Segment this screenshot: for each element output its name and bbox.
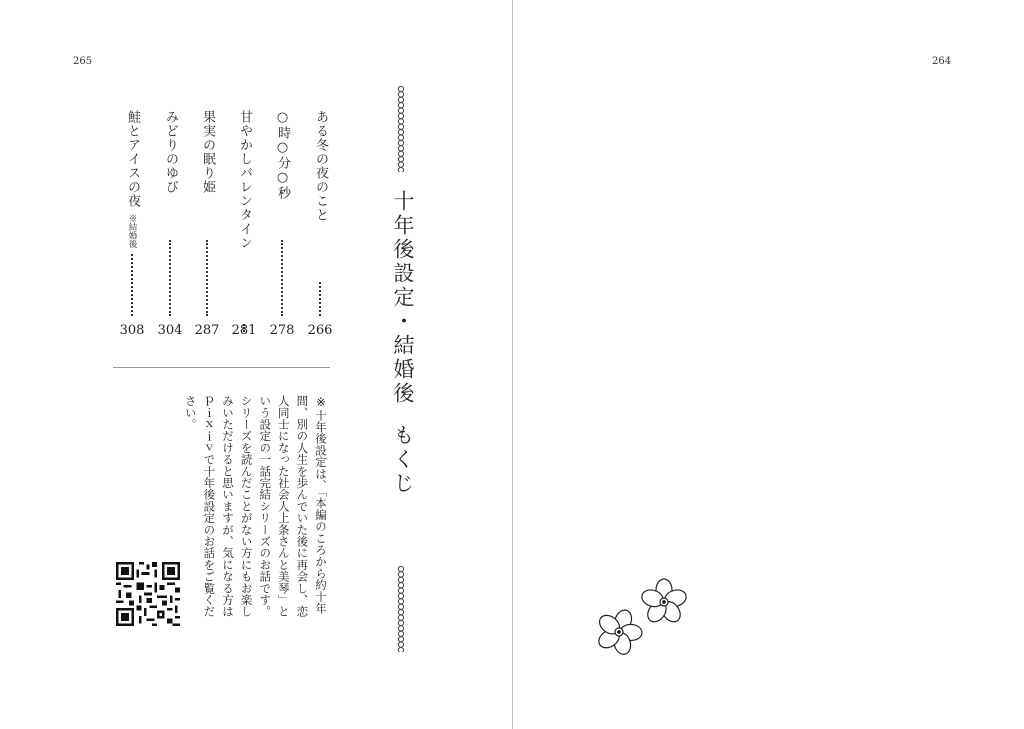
page-number-left: 265 [73,56,93,67]
right-page [513,0,1024,729]
toc-entry [307,110,333,345]
toc-entry [231,110,257,345]
title-column [386,190,420,496]
flower-illustration-icon [592,578,692,660]
toc-entry-page: 266 [307,323,333,338]
page-number-right: 264 [932,56,952,67]
note-line: 間、別の人生を歩んでいた後に再会し、恋 [295,395,310,618]
divider [113,367,330,368]
ornament-top-icon [396,86,406,172]
toc-entry-page: 287 [194,323,220,338]
section-title: 十年後設定・結婚後 [391,190,415,406]
note-line: ｐｉｘｉｖで十年後設定のお話をご覧くだ [202,395,217,618]
toc-entry-note: ※結婚後 [127,214,137,248]
toc-leader-dots [169,240,171,316]
toc-entry-page: 304 [157,323,183,338]
toc-entry-title: みどりのゆび [163,110,178,194]
toc-leader-dots [131,254,133,316]
toc-entry-title: 果実の眠り姫 [200,110,215,194]
note-line: シリーズを読んだことがない方にもお楽し [239,395,254,618]
toc-entry-title: 鮭とアイスの夜 [125,110,140,208]
note-line: みいただけると思いますが、気になる方は [221,395,235,618]
toc-entry-page: 308 [119,323,145,338]
toc-entry-page: 281 [231,323,257,338]
toc-entry [119,110,145,345]
toc-leader-dots [281,240,283,316]
toc-entry [194,110,220,345]
toc-entry [157,110,183,345]
note-line: さい。 [183,395,198,431]
toc-entry-page: 278 [269,323,295,338]
toc-entry-title: ある冬の夜のこと [313,110,328,222]
toc-entry [269,110,295,345]
toc-entry-title: ○時○分○秒 [275,110,290,200]
toc-leader-dots [319,282,321,316]
note-line: 人同士になった社会人上条さんと美琴」と [276,395,291,618]
toc-heading: もくじ [391,424,415,496]
note-line: いう設定の一話完結シリーズのお話です。 [258,395,273,618]
ornament-bottom-icon [396,566,406,652]
qr-code-icon [116,562,180,626]
toc-entry-title: 甘やかしバレンタイン [237,110,252,250]
toc-leader-dots [206,240,208,316]
note-line: ※十年後設定は、「本編のころから約十年 [314,395,328,615]
